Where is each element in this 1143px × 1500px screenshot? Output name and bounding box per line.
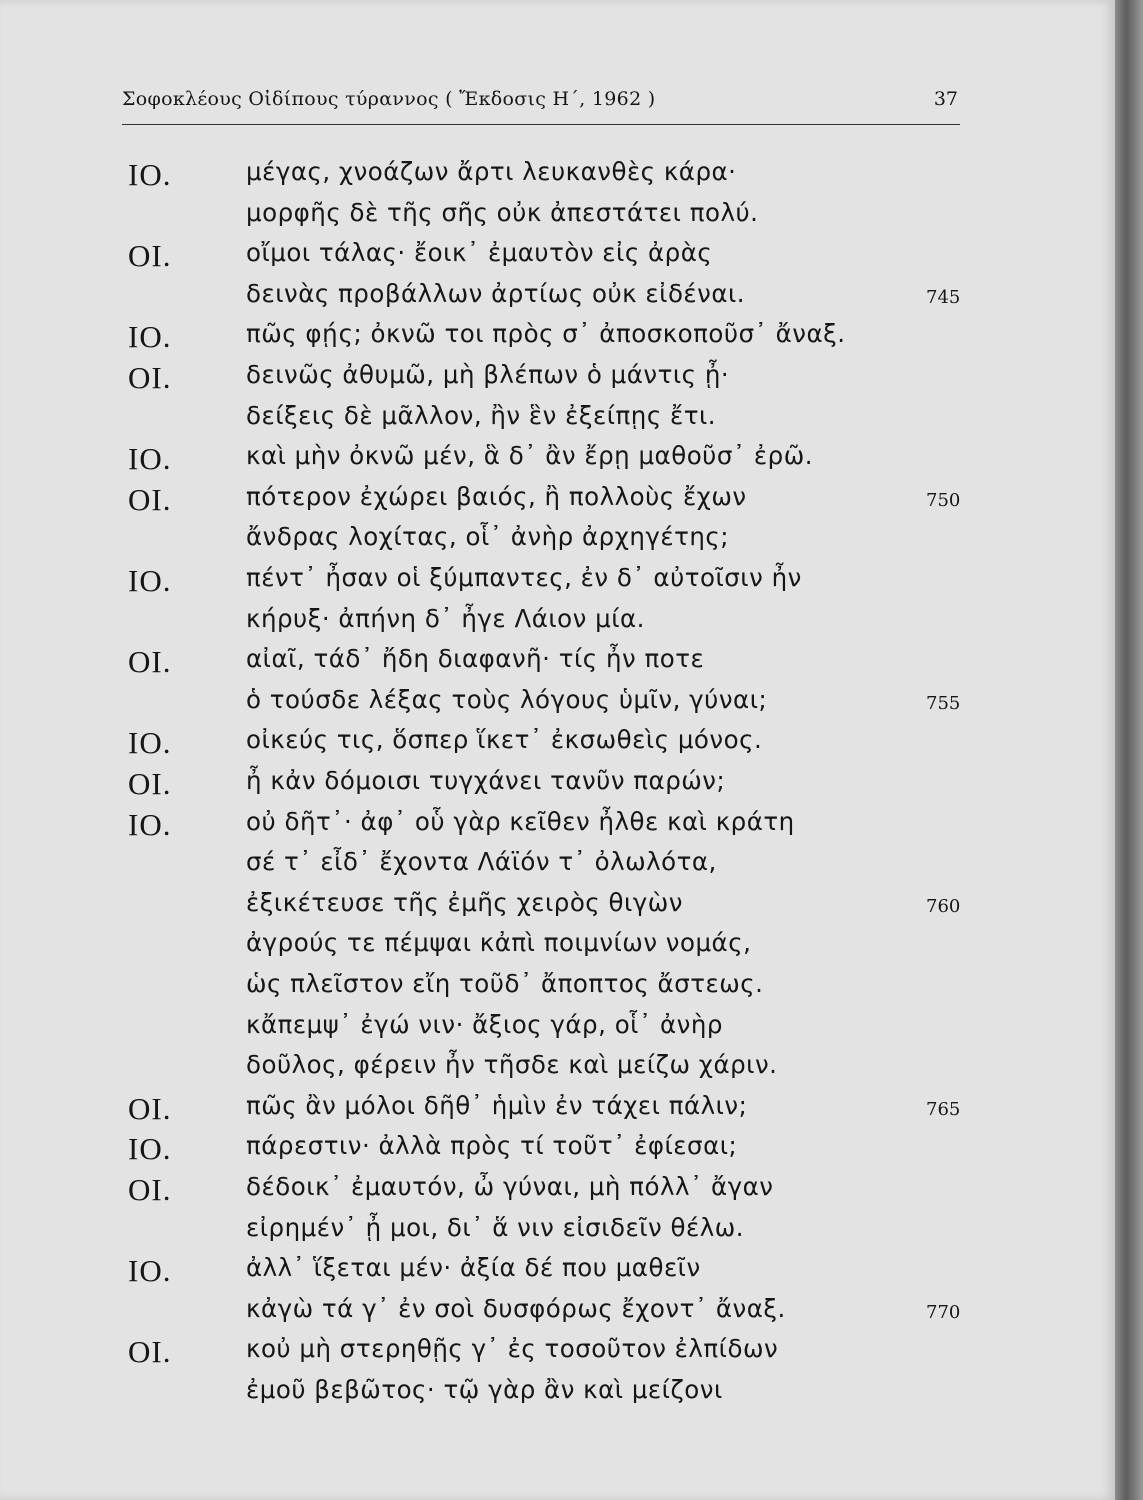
verse-line [0, 279, 1115, 319]
verse-line [0, 807, 1115, 847]
verse-text: ἐξικέτευσε τῆς ἐμῆς χειρὸς θιγὼν [246, 887, 683, 917]
verse-line [0, 604, 1115, 644]
line-number: 765 [926, 1098, 961, 1120]
page-number: 37 [933, 88, 958, 110]
speaker-label: ΙΟ. [128, 563, 172, 598]
verse-text: ὁ τούσδε λέξας τοὺς λόγους ὑμῖν, γύναι; [246, 684, 768, 714]
verse-line [0, 969, 1115, 1009]
verse-line [0, 238, 1115, 278]
speaker-label: ΙΟ. [128, 319, 172, 355]
verse-text: ἐμοῦ βεβῶτος· τῷ γὰρ ἂν καὶ μείζονι [246, 1375, 723, 1404]
verse-line [0, 1050, 1115, 1090]
verse-line [0, 401, 1115, 441]
speaker-label: ΙΟ. [128, 1253, 172, 1289]
verse-line [0, 847, 1115, 887]
verse-text: δείξεις δὲ μᾶλλον, ἢν ἓν ἐξείπῃς ἔτι. [246, 400, 717, 430]
page-edge [1115, 0, 1143, 1500]
verse-line [0, 644, 1115, 684]
verse-line [0, 198, 1115, 238]
speaker-label: ΟΙ. [128, 481, 172, 517]
verse-text: κἄπεμψ᾽ ἐγώ νιν· ἄξιος γάρ, οἷ᾽ ἀνὴρ [246, 1009, 723, 1039]
verse-text: πάρεστιν· ἀλλὰ πρὸς τί τοῦτ᾽ ἐφίεσαι; [246, 1131, 738, 1161]
verse-line [0, 1334, 1115, 1374]
running-header [122, 84, 960, 125]
verse-text: πότερον ἐχώρει βαιός, ἢ πολλοὺς ἔχων [246, 481, 747, 511]
verse-text: καὶ μὴν ὀκνῶ μέν, ἃ δ᾽ ἂν ἔρῃ μαθοῦσ᾽ ἐρῶ. [246, 441, 814, 471]
verse-text: πῶς φῄς; ὀκνῶ τοι πρὸς σ᾽ ἀποσκοποῦσ᾽ ἄναξ. [246, 319, 846, 349]
speaker-label: ΟΙ. [128, 644, 172, 680]
verse-line [0, 1253, 1115, 1293]
verse-text: εἰρημέν᾽ ᾖ μοι, δι᾽ ἅ νιν εἰσιδεῖν θέλω. [246, 1212, 745, 1242]
verse-line [0, 1172, 1115, 1212]
verse-line [0, 1131, 1115, 1171]
verse-line [0, 766, 1115, 806]
verse-text: οὐ δῆτ᾽· ἀφ᾽ οὗ γὰρ κεῖθεν ἦλθε καὶ κράτη [246, 806, 795, 836]
verse-text: οἰκεύς τις, ὅσπερ ἵκετ᾽ ἐκσωθεὶς μόνος. [246, 725, 763, 755]
verse-line [0, 441, 1115, 481]
verse-line [0, 888, 1115, 928]
verse-text: δέδοικ᾽ ἐμαυτόν, ὦ γύναι, μὴ πόλλ᾽ ἄγαν [246, 1172, 774, 1201]
verse-text: κἀγὼ τά γ᾽ ἐν σοὶ δυσφόρως ἔχοντ᾽ ἄναξ. [246, 1293, 786, 1323]
verse-text: δεινὰς προβάλλων ἀρτίως οὐκ εἰδέναι. [246, 278, 746, 308]
verse-text: δοῦλος, φέρειν ἦν τῆσδε καὶ μείζω χάριν. [246, 1050, 778, 1080]
line-number: 770 [926, 1301, 961, 1323]
speaker-label: ΟΙ. [128, 1334, 172, 1370]
verse-line [0, 725, 1115, 765]
speaker-label: ΙΟ. [128, 725, 172, 761]
verse-line [0, 157, 1115, 197]
verse-text: πῶς ἂν μόλοι δῆθ᾽ ἡμὶν ἐν τάχει πάλιν; [246, 1090, 748, 1120]
verse-line [0, 482, 1115, 522]
running-title: Σοφοκλέους Οἰδίπους τύραννος ( Ἔκδοσις Η΄, 1962 ) [122, 88, 656, 110]
verse-line [0, 563, 1115, 603]
verse-text: αἰαῖ, τάδ᾽ ἤδη διαφανῆ· τίς ἦν ποτε [246, 644, 705, 674]
verse-line [0, 1375, 1115, 1415]
verse-text: ἄνδρας λοχίτας, οἷ᾽ ἀνὴρ ἀρχηγέτης; [246, 522, 730, 552]
line-number: 760 [926, 895, 961, 917]
verse-text: σέ τ᾽ εἶδ᾽ ἔχοντα Λάϊόν τ᾽ ὀλωλότα, [246, 847, 717, 877]
verse-text: οἴμοι τάλας· ἔοικ᾽ ἐμαυτὸν εἰς ἀρὰς [246, 238, 713, 268]
speaker-label: ΙΟ. [128, 806, 172, 842]
verse-line [0, 1010, 1115, 1050]
verse-text: μορφῆς δὲ τῆς σῆς οὐκ ἀπεστάτει πολύ. [246, 197, 759, 227]
verse-line [0, 1091, 1115, 1131]
verse-line [0, 928, 1115, 968]
speaker-label: ΟΙ. [128, 360, 172, 395]
verse-line [0, 319, 1115, 359]
verse-text: ἀλλ᾽ ἵξεται μέν· ἀξία δέ που μαθεῖν [246, 1253, 701, 1283]
line-number: 750 [926, 489, 961, 511]
verse-text: δεινῶς ἀθυμῶ, μὴ βλέπων ὁ μάντις ᾖ· [246, 360, 730, 389]
speaker-label: ΙΟ. [128, 441, 172, 477]
speaker-label: ΙΟ. [128, 157, 172, 192]
verse-text: ὡς πλεῖστον εἴη τοῦδ᾽ ἄποπτος ἄστεως. [246, 969, 764, 998]
line-number: 755 [926, 692, 961, 714]
verse-text: ἦ κἀν δόμοισι τυγχάνει τανῦν παρών; [246, 766, 726, 795]
verse-line [0, 360, 1115, 400]
verse-line [0, 1213, 1115, 1253]
verse-line [0, 1294, 1115, 1334]
verse-text: κοὐ μὴ στερηθῇς γ᾽ ἐς τοσοῦτον ἐλπίδων [246, 1334, 779, 1364]
verse-text: πέντ᾽ ἦσαν οἱ ξύμπαντες, ἐν δ᾽ αὐτοῖσιν ἦν [246, 563, 802, 592]
speaker-label: ΟΙ. [128, 1090, 172, 1126]
verse-text: κήρυξ· ἀπήνη δ᾽ ἦγε Λάιον μία. [246, 603, 645, 633]
speaker-label: ΙΟ. [128, 1131, 172, 1167]
speaker-label: ΟΙ. [128, 238, 172, 274]
verse-text: ἀγρούς τε πέμψαι κἀπὶ ποιμνίων νομάς, [246, 928, 752, 958]
verse-text: μέγας, χνοάζων ἄρτι λευκανθὲς κάρα· [246, 157, 737, 186]
verse-line [0, 522, 1115, 562]
verse-line [0, 685, 1115, 725]
speaker-label: ΟΙ. [128, 1172, 172, 1207]
speaker-label: ΟΙ. [128, 766, 172, 801]
line-number: 745 [926, 286, 961, 308]
